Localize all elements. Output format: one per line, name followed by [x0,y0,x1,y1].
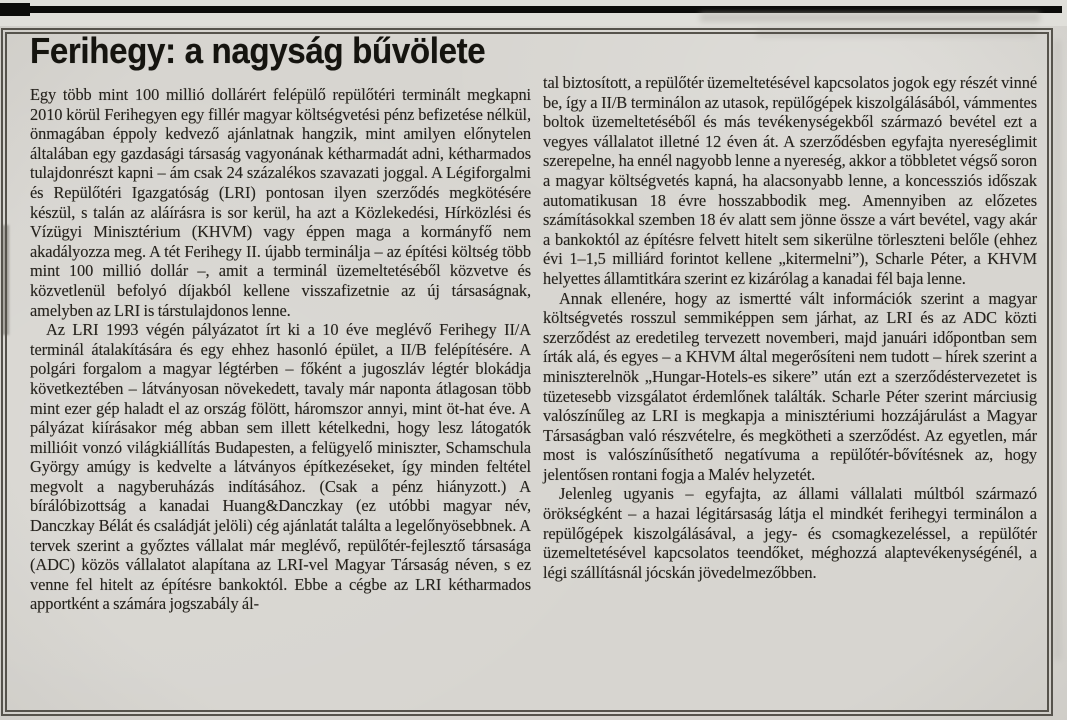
scan-edge-smudge [2,225,9,335]
article-paragraph: Egy több mint 100 millió dollárért felépülő repülőtéri terminált megkapni 2010 körül Ferihegyen egy fillér magyar költségvetési pénz befizetése nélkül, önmagában éppoly kedvező ajánlatnak hangzik, mint amilyen előnytelen általában egy gazdasági társaság vagyonának kétharmadát adni, kétharmados tulajdonrészt kapni – ám csak 24 százalékos szavazati joggal. A Légiforgalmi és Repülőtéri Igazgatóság (LRI) pontosan ilyen szerződés megkötésére készül, s talán az aláírásra is sor kerül, ha azt a Közlekedési, Hírközlési és Vízügyi Minisztérium (KHVM) vagy éppen maga a kormányfő nem akadályozza meg. A tét Ferihegy II. újabb terminálja – az építési költség több mint 100 millió dollár –, amit a terminál üzemeltetéséből közvetve és közvetlenül befolyó díjakból kellene visszafizetnie az új társaságnak, amelyben az LRI is társtulajdonos lenne. [30,85,531,320]
article-paragraph: tal biztosított, a repülőtér üzemeltetésével kapcsolatos jogok egy részét vinné be, így a II/B terminálon az utasok, repülőgépek kiszolgálásából, vámmentes boltok üzemeltetéséből és más tevékenységekből származó bevétel ezt a vegyes vállalatot illetné 12 éven át. A szerződésben egyfajta nyereséglimit szerepelne, ha ennél nagyobb lenne a nyereség, akkor a többletet végső soron a magyar költségvetés kapná, ha alacsonyabb lenne, a koncessziós időszak automatikusan 18 évre hosszabbodik meg. Amennyiben az előzetes számításokkal szemben 18 év alatt sem jönne össze a várt bevétel, vagy akár a bankoktól az építésre felvett hitelt sem sikerülne törleszteni belőle (ehhez évi 1–1,5 milliárd forintot kellene „kitermelni”), Scharle Péter, a KHVM helyettes államtitkára szerint ez kizárólag a kanadai fél baja lenne. [543,73,1037,288]
article-left-column [30,85,531,614]
top-rule [0,6,1062,13]
article-paragraph: Az LRI 1993 végén pályázatot írt ki a 10 éve meglévő Ferihegy II/A terminál átalakítására és egy ehhez hasonló épület, a II/B felépítésére. A polgári forgalom a magyar légtérben – főként a jugoszláv légtér blokádja következtében – látványosan növekedett, tavaly már naponta átlagosan több mint ezer gép haladt el az ország fölött, háromszor annyi, mint öt-hat éve. A pályázat kiírásakor még abban sem illett kételkedni, hogy lesz látogatók millióit vonzó világkiállítás Budapesten, a felügyelő miniszter, Schamschula György amúgy is kedvelte a látványos építkezéseket, így minden feltétel megvolt a nagyberuházás indításához. (Csak a pénz hiányzott.) A bírálóbizottság a kanadai Huang&Danczkay (ez utóbbi magyar név, Danczkay Bélát és családját jelöli) cég ajánlatát találta a legelőnyösebbnek. A tervek szerint a győztes vállalat már meglévő, repülőtér-fejlesztő társasága (ADC) közös vállalatot alapítana az LRI-vel Magyar Társaság néven, s ez venne fel hitelt az építésre bankoktól. Ebbe a cégbe az LRI kétharmados apportként a számára jogszabály ál- [30,320,531,614]
scan-bleedthrough-artifact [756,29,1036,37]
article-right-column [543,73,1037,582]
page-top-margin [0,0,1067,26]
scan-edge-smudge [1054,40,1061,660]
article-paragraph: Jelenleg ugyanis – egyfajta, az állami vállalati múltból származó örökségként – a hazai légitársaság látja el mindkét ferihegyi terminálon a repülőgépek kiszolgálásával, a jegy- és csomagkezeléssel, a repülőtér üzemeltetésével kapcsolatos teendőket, méghozzá alaptevékenységénél, a légi szállításnál jócskán jövedelmezőbben. [543,484,1037,582]
article-paragraph: Annak ellenére, hogy az ismertté vált információk szerint a magyar költségvetés rosszul semmiképpen sem járhat, az LRI és az ADC közti szerződést az eredetileg tervezett novemberi, majd januári időpontban sem írták alá, és egyes – a KHVM által megerősíteni nem tudott – hírek szerint a miniszterelnök „Hungar-Hotels-es sikere” után ezt a szerződéstervezetet is tüzetesebb vizsgálatot érdemlőnek találták. Scharle Péter szerint márciusig valószínűleg az LRI is megkapja a minisztériumi hozzájárulást a Magyar Társaságban való részvételre, és megkötheti a szerződést. Az egyetlen, már most is valószínűsíthető negatívuma a repülőtér-bővítésnek az, hogy jelentősen rontani fogja a Malév helyzetét. [543,288,1037,484]
article-title: Ferihegy: a nagyság bűvölete [30,30,486,71]
